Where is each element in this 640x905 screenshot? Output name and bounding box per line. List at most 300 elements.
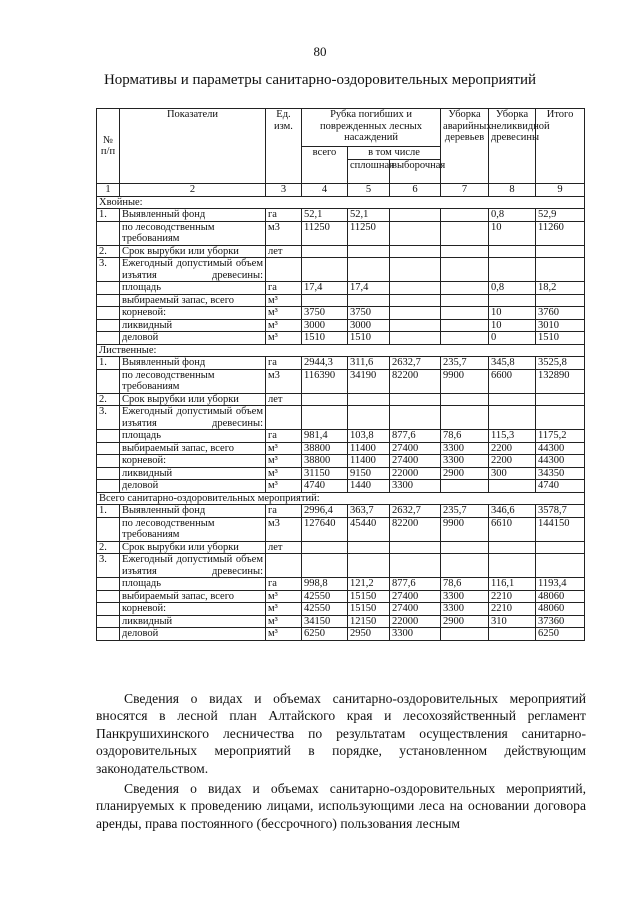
row-value bbox=[441, 541, 489, 554]
table-row bbox=[97, 258, 585, 282]
row-value: 127640 bbox=[302, 517, 348, 541]
row-number bbox=[97, 221, 120, 245]
row-number bbox=[97, 282, 120, 295]
row-value: 52,1 bbox=[302, 209, 348, 222]
row-unit: га bbox=[266, 282, 302, 295]
row-number bbox=[97, 615, 120, 628]
header-felling: Рубка погибших и поврежденных лесных насаждений bbox=[302, 109, 441, 147]
header-including: в том числе bbox=[348, 147, 441, 160]
row-value bbox=[390, 393, 441, 406]
table-row bbox=[97, 455, 585, 468]
row-value: 3525,8 bbox=[536, 357, 585, 370]
row-value: 981,4 bbox=[302, 430, 348, 443]
table-row bbox=[97, 282, 585, 295]
row-unit: м³ bbox=[266, 480, 302, 493]
table-body bbox=[97, 196, 585, 640]
row-value: 27400 bbox=[390, 603, 441, 616]
row-number bbox=[97, 319, 120, 332]
row-value bbox=[441, 406, 489, 430]
row-value bbox=[348, 294, 390, 307]
row-value bbox=[489, 294, 536, 307]
row-value bbox=[302, 294, 348, 307]
row-value: 0 bbox=[489, 332, 536, 345]
row-value: 877,6 bbox=[390, 430, 441, 443]
section-header-row bbox=[97, 196, 585, 209]
row-value bbox=[348, 541, 390, 554]
row-value bbox=[536, 245, 585, 258]
row-number: 3. bbox=[97, 258, 120, 282]
row-value: 15150 bbox=[348, 590, 390, 603]
row-label: Ежегодный допустимый объем изъятия древесины: bbox=[120, 554, 266, 578]
row-value: 3750 bbox=[348, 307, 390, 320]
row-label: по лесоводственным требованиям bbox=[120, 221, 266, 245]
row-value: 6250 bbox=[536, 628, 585, 641]
table-row bbox=[97, 357, 585, 370]
row-label: площадь bbox=[120, 430, 266, 443]
row-number bbox=[97, 628, 120, 641]
row-number: 1. bbox=[97, 357, 120, 370]
row-value: 48060 bbox=[536, 603, 585, 616]
row-value: 345,8 bbox=[489, 357, 536, 370]
row-number bbox=[97, 578, 120, 591]
row-number bbox=[97, 455, 120, 468]
table-row bbox=[97, 517, 585, 541]
row-number: 3. bbox=[97, 406, 120, 430]
row-value bbox=[441, 554, 489, 578]
header-total-felling: всего bbox=[302, 147, 348, 184]
row-value: 10 bbox=[489, 221, 536, 245]
row-value bbox=[441, 393, 489, 406]
row-number bbox=[97, 603, 120, 616]
column-index-cell: 6 bbox=[390, 184, 441, 197]
row-value: 42550 bbox=[302, 590, 348, 603]
row-value: 15150 bbox=[348, 603, 390, 616]
column-index-row bbox=[97, 184, 585, 197]
table-row bbox=[97, 442, 585, 455]
row-unit: м³ bbox=[266, 294, 302, 307]
row-number: 2. bbox=[97, 541, 120, 554]
column-index-cell: 5 bbox=[348, 184, 390, 197]
row-value: 9900 bbox=[441, 517, 489, 541]
sanitary-measures-table bbox=[96, 108, 585, 641]
section-header-row bbox=[97, 492, 585, 505]
row-value: 52,1 bbox=[348, 209, 390, 222]
row-unit: га bbox=[266, 209, 302, 222]
row-value bbox=[390, 406, 441, 430]
row-value bbox=[536, 406, 585, 430]
table-row bbox=[97, 406, 585, 430]
row-value: 3750 bbox=[302, 307, 348, 320]
row-value bbox=[441, 258, 489, 282]
row-value: 1440 bbox=[348, 480, 390, 493]
row-value bbox=[441, 628, 489, 641]
row-value: 2900 bbox=[441, 467, 489, 480]
row-number: 2. bbox=[97, 245, 120, 258]
row-value: 34350 bbox=[536, 467, 585, 480]
row-label: Выявленный фонд bbox=[120, 357, 266, 370]
row-value bbox=[348, 406, 390, 430]
row-value: 3300 bbox=[390, 480, 441, 493]
column-index-cell: 1 bbox=[97, 184, 120, 197]
row-value: 10 bbox=[489, 307, 536, 320]
row-value: 1510 bbox=[302, 332, 348, 345]
header-indicators: Показатели bbox=[120, 109, 266, 184]
row-value: 10 bbox=[489, 319, 536, 332]
section-title: Всего санитарно-оздоровительных мероприятий: bbox=[97, 492, 585, 505]
row-number bbox=[97, 590, 120, 603]
row-value: 4740 bbox=[302, 480, 348, 493]
column-index-cell: 2 bbox=[120, 184, 266, 197]
row-value: 311,6 bbox=[348, 357, 390, 370]
row-unit bbox=[266, 258, 302, 282]
row-value: 103,8 bbox=[348, 430, 390, 443]
row-unit: м³ bbox=[266, 628, 302, 641]
row-value bbox=[441, 221, 489, 245]
row-value: 18,2 bbox=[536, 282, 585, 295]
row-value: 3000 bbox=[302, 319, 348, 332]
row-value: 11250 bbox=[302, 221, 348, 245]
row-value: 38800 bbox=[302, 455, 348, 468]
table-row bbox=[97, 603, 585, 616]
row-unit bbox=[266, 554, 302, 578]
row-unit: м³ bbox=[266, 603, 302, 616]
row-value: 37360 bbox=[536, 615, 585, 628]
row-value bbox=[441, 332, 489, 345]
row-value: 235,7 bbox=[441, 505, 489, 518]
header-sum: Итого bbox=[536, 109, 585, 184]
row-value: 27400 bbox=[390, 590, 441, 603]
row-unit: м3 bbox=[266, 517, 302, 541]
header-number: № п/п bbox=[97, 109, 120, 184]
table-row bbox=[97, 505, 585, 518]
section-header-row bbox=[97, 344, 585, 357]
row-value: 2950 bbox=[348, 628, 390, 641]
row-label: Ежегодный допустимый объем изъятия древесины: bbox=[120, 406, 266, 430]
row-value: 235,7 bbox=[441, 357, 489, 370]
row-unit: лет bbox=[266, 541, 302, 554]
row-label: выбираемый запас, всего bbox=[120, 294, 266, 307]
row-value bbox=[536, 541, 585, 554]
row-label: Выявленный фонд bbox=[120, 209, 266, 222]
row-value bbox=[302, 541, 348, 554]
row-value bbox=[390, 282, 441, 295]
page-number: 80 bbox=[313, 44, 327, 59]
table-row bbox=[97, 541, 585, 554]
row-value: 363,7 bbox=[348, 505, 390, 518]
row-value: 1510 bbox=[348, 332, 390, 345]
row-value: 17,4 bbox=[348, 282, 390, 295]
row-value bbox=[390, 319, 441, 332]
row-value: 3000 bbox=[348, 319, 390, 332]
row-number bbox=[97, 430, 120, 443]
header-clear: сплошная bbox=[348, 160, 390, 184]
row-value: 11250 bbox=[348, 221, 390, 245]
row-value: 11400 bbox=[348, 442, 390, 455]
row-value bbox=[441, 480, 489, 493]
row-value bbox=[489, 628, 536, 641]
row-unit: га bbox=[266, 430, 302, 443]
row-value: 27400 bbox=[390, 442, 441, 455]
row-label: деловой bbox=[120, 480, 266, 493]
row-unit: м³ bbox=[266, 467, 302, 480]
table-row bbox=[97, 590, 585, 603]
row-value: 12150 bbox=[348, 615, 390, 628]
row-unit: лет bbox=[266, 245, 302, 258]
row-number: 2. bbox=[97, 393, 120, 406]
row-value: 52,9 bbox=[536, 209, 585, 222]
row-value bbox=[390, 294, 441, 307]
row-value: 2900 bbox=[441, 615, 489, 628]
row-value: 2200 bbox=[489, 455, 536, 468]
header-nonliquid: Уборка неликвидной древесины bbox=[489, 109, 536, 184]
section-title: Лиственные: bbox=[97, 344, 585, 357]
row-unit: га bbox=[266, 505, 302, 518]
row-value bbox=[441, 282, 489, 295]
row-label: корневой: bbox=[120, 307, 266, 320]
row-value bbox=[489, 245, 536, 258]
column-index-cell: 9 bbox=[536, 184, 585, 197]
row-value: 34190 bbox=[348, 369, 390, 393]
header-emergency: Уборка аварийных деревьев bbox=[441, 109, 489, 184]
row-value: 42550 bbox=[302, 603, 348, 616]
row-value: 3300 bbox=[441, 590, 489, 603]
row-number: 1. bbox=[97, 505, 120, 518]
row-value bbox=[390, 307, 441, 320]
row-value: 3760 bbox=[536, 307, 585, 320]
row-value bbox=[390, 554, 441, 578]
row-label: по лесоводственным требованиям bbox=[120, 517, 266, 541]
row-label: корневой: bbox=[120, 603, 266, 616]
row-value: 2200 bbox=[489, 442, 536, 455]
row-value: 38800 bbox=[302, 442, 348, 455]
row-value: 3578,7 bbox=[536, 505, 585, 518]
row-label: Срок вырубки или уборки bbox=[120, 541, 266, 554]
row-value bbox=[348, 393, 390, 406]
row-value: 3300 bbox=[441, 455, 489, 468]
row-value: 310 bbox=[489, 615, 536, 628]
row-value: 9900 bbox=[441, 369, 489, 393]
row-label: деловой bbox=[120, 332, 266, 345]
table-row bbox=[97, 332, 585, 345]
row-label: выбираемый запас, всего bbox=[120, 590, 266, 603]
table-row bbox=[97, 307, 585, 320]
row-unit: м³ bbox=[266, 455, 302, 468]
row-label: Срок вырубки или уборки bbox=[120, 245, 266, 258]
row-label: ликвидный bbox=[120, 615, 266, 628]
row-value: 1193,4 bbox=[536, 578, 585, 591]
table-row bbox=[97, 319, 585, 332]
row-value bbox=[390, 541, 441, 554]
row-number bbox=[97, 307, 120, 320]
header-unit: Ед. изм. bbox=[266, 109, 302, 184]
row-value: 2210 bbox=[489, 603, 536, 616]
row-value: 1510 bbox=[536, 332, 585, 345]
column-index-cell: 7 bbox=[441, 184, 489, 197]
row-value: 998,8 bbox=[302, 578, 348, 591]
row-label: Ежегодный допустимый объем изъятия древесины: bbox=[120, 258, 266, 282]
row-label: корневой: bbox=[120, 455, 266, 468]
row-value: 44300 bbox=[536, 442, 585, 455]
row-value bbox=[302, 554, 348, 578]
row-number bbox=[97, 294, 120, 307]
row-unit: м³ bbox=[266, 590, 302, 603]
row-value: 11260 bbox=[536, 221, 585, 245]
row-value: 2632,7 bbox=[390, 505, 441, 518]
row-value: 22000 bbox=[390, 467, 441, 480]
row-label: деловой bbox=[120, 628, 266, 641]
table-row bbox=[97, 221, 585, 245]
row-value: 300 bbox=[489, 467, 536, 480]
table-row bbox=[97, 578, 585, 591]
row-value: 2944,3 bbox=[302, 357, 348, 370]
row-label: Срок вырубки или уборки bbox=[120, 393, 266, 406]
row-value: 78,6 bbox=[441, 578, 489, 591]
row-label: по лесоводственным требованиям bbox=[120, 369, 266, 393]
table-row bbox=[97, 294, 585, 307]
table-row bbox=[97, 245, 585, 258]
row-label: ликвидный bbox=[120, 467, 266, 480]
row-value: 48060 bbox=[536, 590, 585, 603]
row-value: 6600 bbox=[489, 369, 536, 393]
row-value bbox=[536, 554, 585, 578]
row-value: 3300 bbox=[441, 603, 489, 616]
row-value bbox=[536, 294, 585, 307]
table-row bbox=[97, 628, 585, 641]
row-value bbox=[441, 294, 489, 307]
row-unit: м³ bbox=[266, 319, 302, 332]
row-value: 44300 bbox=[536, 455, 585, 468]
row-value bbox=[302, 406, 348, 430]
document-title: Нормативы и параметры санитарно-оздоровительных мероприятий bbox=[103, 72, 537, 88]
table-row bbox=[97, 480, 585, 493]
row-value: 2996,4 bbox=[302, 505, 348, 518]
table-row bbox=[97, 615, 585, 628]
row-value: 132890 bbox=[536, 369, 585, 393]
row-value bbox=[489, 393, 536, 406]
row-value: 34150 bbox=[302, 615, 348, 628]
row-value bbox=[302, 393, 348, 406]
table-row bbox=[97, 467, 585, 480]
row-value bbox=[348, 554, 390, 578]
row-unit: м3 bbox=[266, 369, 302, 393]
row-number: 3. bbox=[97, 554, 120, 578]
row-value: 3300 bbox=[441, 442, 489, 455]
row-value bbox=[489, 554, 536, 578]
row-unit: м³ bbox=[266, 332, 302, 345]
row-label: ликвидный bbox=[120, 319, 266, 332]
row-value bbox=[390, 258, 441, 282]
row-value bbox=[390, 332, 441, 345]
row-value bbox=[489, 406, 536, 430]
row-value: 116,1 bbox=[489, 578, 536, 591]
table-row bbox=[97, 393, 585, 406]
row-value bbox=[441, 307, 489, 320]
row-number bbox=[97, 332, 120, 345]
row-unit: лет bbox=[266, 393, 302, 406]
row-value: 1175,2 bbox=[536, 430, 585, 443]
row-value: 3010 bbox=[536, 319, 585, 332]
row-value: 116390 bbox=[302, 369, 348, 393]
row-value bbox=[489, 480, 536, 493]
row-unit bbox=[266, 406, 302, 430]
row-value: 31150 bbox=[302, 467, 348, 480]
row-value bbox=[536, 258, 585, 282]
row-value bbox=[390, 209, 441, 222]
row-value bbox=[441, 319, 489, 332]
row-value bbox=[348, 258, 390, 282]
row-value: 6610 bbox=[489, 517, 536, 541]
row-value bbox=[390, 221, 441, 245]
row-value: 2210 bbox=[489, 590, 536, 603]
row-unit: м³ bbox=[266, 442, 302, 455]
table-row bbox=[97, 430, 585, 443]
column-index-cell: 4 bbox=[302, 184, 348, 197]
table-row bbox=[97, 554, 585, 578]
row-number: 1. bbox=[97, 209, 120, 222]
row-number bbox=[97, 369, 120, 393]
row-unit: м³ bbox=[266, 615, 302, 628]
row-number bbox=[97, 480, 120, 493]
row-label: выбираемый запас, всего bbox=[120, 442, 266, 455]
row-value: 877,6 bbox=[390, 578, 441, 591]
row-number bbox=[97, 467, 120, 480]
row-value: 115,3 bbox=[489, 430, 536, 443]
row-value bbox=[489, 541, 536, 554]
row-value bbox=[302, 258, 348, 282]
row-number bbox=[97, 517, 120, 541]
row-value: 17,4 bbox=[302, 282, 348, 295]
row-value bbox=[441, 245, 489, 258]
header-selective: выборочная bbox=[390, 160, 441, 184]
row-value: 6250 bbox=[302, 628, 348, 641]
row-number bbox=[97, 442, 120, 455]
row-unit: м3 bbox=[266, 221, 302, 245]
table-row bbox=[97, 369, 585, 393]
row-label: площадь bbox=[120, 282, 266, 295]
row-value: 346,6 bbox=[489, 505, 536, 518]
row-value: 2632,7 bbox=[390, 357, 441, 370]
column-index-cell: 3 bbox=[266, 184, 302, 197]
row-value: 82200 bbox=[390, 369, 441, 393]
row-value: 22000 bbox=[390, 615, 441, 628]
row-value: 121,2 bbox=[348, 578, 390, 591]
row-value bbox=[348, 245, 390, 258]
row-value: 0,8 bbox=[489, 209, 536, 222]
row-value: 45440 bbox=[348, 517, 390, 541]
row-value bbox=[441, 209, 489, 222]
row-value bbox=[302, 245, 348, 258]
row-value: 78,6 bbox=[441, 430, 489, 443]
row-unit: га bbox=[266, 357, 302, 370]
row-value: 9150 bbox=[348, 467, 390, 480]
row-value bbox=[536, 393, 585, 406]
row-value: 11400 bbox=[348, 455, 390, 468]
table-row bbox=[97, 209, 585, 222]
row-value bbox=[390, 245, 441, 258]
row-value bbox=[489, 258, 536, 282]
row-value: 0,8 bbox=[489, 282, 536, 295]
row-value: 144150 bbox=[536, 517, 585, 541]
row-label: площадь bbox=[120, 578, 266, 591]
row-unit: м³ bbox=[266, 307, 302, 320]
row-value: 3300 bbox=[390, 628, 441, 641]
row-value: 82200 bbox=[390, 517, 441, 541]
row-label: Выявленный фонд bbox=[120, 505, 266, 518]
row-value: 4740 bbox=[536, 480, 585, 493]
paragraph-2: Сведения о видах и объемах санитарно-оздоровительных мероприятий, планируемых к проведению лицами, использующими леса на основании договора аренды, права постоянного (бессрочного) пользования лесным bbox=[96, 781, 586, 831]
paragraph-1: Сведения о видах и объемах санитарно-оздоровительных мероприятий вносятся в лесной план Алтайского края и лесохозяйственный регламент Панкрушихинского лесничества по результатам осуществления санитарно-оздоровительных мероприятий в порядке, установленном действующим законодательством. bbox=[96, 691, 586, 776]
row-value: 27400 bbox=[390, 455, 441, 468]
